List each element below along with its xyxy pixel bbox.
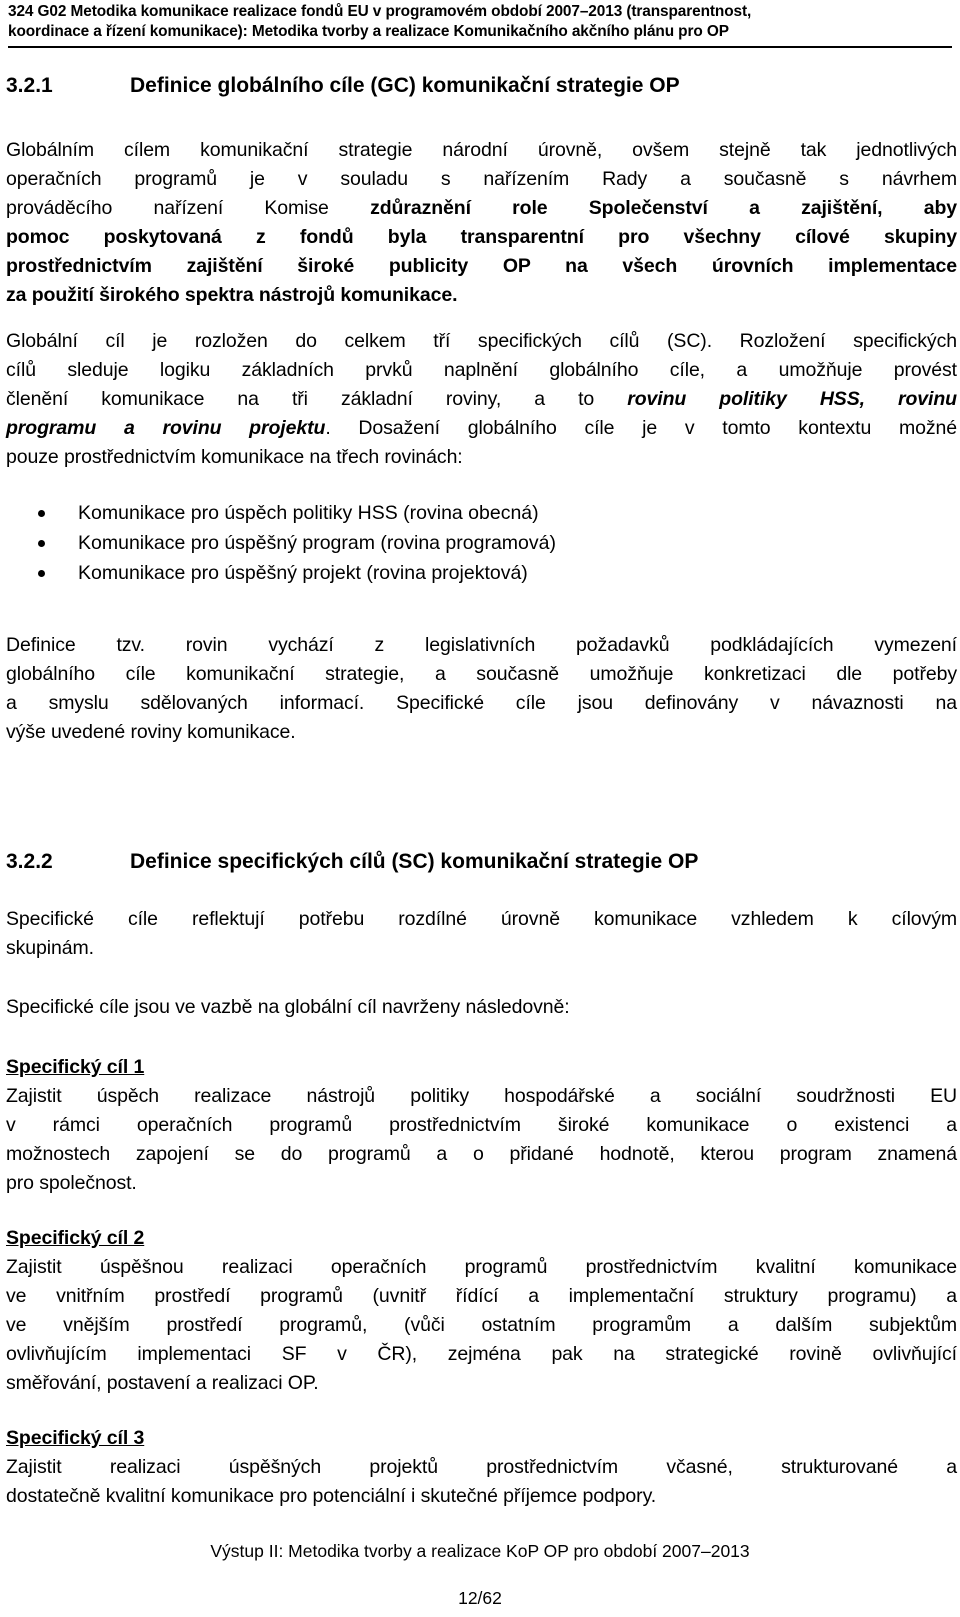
text-line bbox=[6, 414, 957, 443]
paragraph-global-goal bbox=[6, 136, 957, 310]
section-number: 3.2.2 bbox=[6, 850, 53, 873]
text-line bbox=[6, 194, 957, 223]
bold-text-line: pomoc poskytovaná z fondů byla transparentní pro všechny cílové skupiny bbox=[6, 226, 957, 248]
section-title: Definice globálního cíle (GC) komunikační strategie OP bbox=[130, 74, 680, 97]
paragraph-levels-definition bbox=[6, 631, 957, 747]
bullet-item: Komunikace pro úspěch politiky HSS (rovina obecná) bbox=[38, 498, 556, 528]
text-line: operačních programů je v souladu s nařízením Rady a současně s návrhem bbox=[6, 168, 957, 190]
bold-text-line: prostřednictvím zajištění široké publicity OP na všech úrovních implementace bbox=[6, 255, 957, 277]
bold-text-line: za použití širokého spektra nástrojů komunikace. bbox=[6, 284, 458, 306]
bullet-item: Komunikace pro úspěšný projekt (rovina projektová) bbox=[38, 558, 556, 588]
text-line bbox=[6, 327, 957, 356]
specific-goal-heading: Specifický cíl 2 bbox=[6, 1227, 145, 1249]
running-header bbox=[8, 2, 952, 48]
text-line: Globálním cílem komunikační strategie národní úrovně, ovšem stejně tak jednotlivých bbox=[6, 139, 957, 161]
text-run: . Dosažení globálního cíle je v tomto kontextu možné bbox=[325, 417, 957, 439]
text-line: v rámci operačních programů prostřednictvím široké komunikace o existenci a bbox=[6, 1114, 957, 1136]
text-line: možnostech zapojení se do programů a o přidané hodnotě, kterou program znamená bbox=[6, 1143, 957, 1165]
bullet-list-levels bbox=[38, 498, 556, 588]
specific-goal-2 bbox=[6, 1224, 957, 1398]
text-line bbox=[6, 385, 957, 414]
header-line-2: koordinace a řízení komunikace): Metodika tvorby a realizace Komunikačního akčního plánu pro OP bbox=[8, 23, 729, 40]
paragraph-decomposition bbox=[6, 327, 957, 472]
paragraph-specific-list-intro bbox=[6, 993, 957, 1022]
bold-italic-text-run: rovinu politiky HSS, rovinu bbox=[627, 388, 957, 410]
text-line: ve vnitřním prostředí programů (uvnitř řídící a implementační struktury programu) a bbox=[6, 1285, 957, 1307]
specific-goal-3 bbox=[6, 1424, 957, 1511]
text-line: cílů sleduje logiku základních prvků naplnění globálního cíle, a umožňuje provést bbox=[6, 359, 957, 381]
text-line: globálního cíle komunikační strategie, a současně umožňuje konkretizaci dle potřeby bbox=[6, 663, 957, 685]
specific-goal-heading: Specifický cíl 1 bbox=[6, 1056, 145, 1078]
bullet-item: Komunikace pro úspěšný program (rovina programová) bbox=[38, 528, 556, 558]
section-heading-322 bbox=[6, 850, 698, 874]
footer-title: Výstup II: Metodika tvorby a realizace KoP OP pro období 2007–2013 bbox=[210, 1541, 750, 1561]
text-line: ovlivňujícím implementaci SF v ČR), zejména pak na strategické rovině ovlivňující bbox=[6, 1343, 957, 1365]
text-line: dostatečně kvalitní komunikace pro potenciální i skutečné příjemce podpory. bbox=[6, 1485, 657, 1507]
text-line: Specifické cíle reflektují potřebu rozdílné úrovně komunikace vzhledem k cílovým bbox=[6, 908, 957, 930]
text-run: členění komunikace na tři základní roviny, a to bbox=[6, 388, 628, 410]
text-line: Zajistit realizaci úspěšných projektů prostřednictvím včasné, strukturované a bbox=[6, 1456, 957, 1478]
text-line: směřování, postavení a realizaci OP. bbox=[6, 1372, 319, 1394]
text-line: Zajistit úspěšnou realizaci operačních programů prostřednictvím kvalitní komunikace bbox=[6, 1256, 957, 1278]
text-line: a smyslu sdělovaných informací. Specifické cíle jsou definovány v návaznosti na bbox=[6, 692, 957, 714]
specific-goal-heading: Specifický cíl 3 bbox=[6, 1427, 145, 1449]
text-line: Specifické cíle jsou ve vazbě na globální cíl navrženy následovně: bbox=[6, 996, 570, 1018]
text-line: Definice tzv. rovin vychází z legislativních požadavků podkládajících vymezení bbox=[6, 634, 957, 656]
text-run: Rozložení specifických bbox=[712, 330, 957, 352]
bold-italic-text-run: programu a rovinu projektu bbox=[6, 417, 326, 439]
section-heading-321 bbox=[6, 74, 680, 98]
text-line: pouze prostřednictvím komunikace na třech rovinách: bbox=[6, 446, 463, 468]
text-line: Zajistit úspěch realizace nástrojů politiky hospodářské a sociální soudržnosti EU bbox=[6, 1085, 957, 1107]
bold-text-run: zdůraznění role Společenství a zajištění, aby bbox=[370, 197, 958, 219]
section-title: Definice specifických cílů (SC) komunikační strategie OP bbox=[130, 850, 699, 873]
text-line: skupinám. bbox=[6, 937, 94, 959]
text-line: pro společnost. bbox=[6, 1172, 137, 1194]
text-run: prováděcího nařízení Komise bbox=[6, 197, 371, 219]
specific-goal-1 bbox=[6, 1053, 957, 1198]
section-number: 3.2.1 bbox=[6, 74, 53, 97]
text-line: výše uvedené roviny komunikace. bbox=[6, 721, 296, 743]
paragraph-specific-intro bbox=[6, 905, 957, 963]
text-run: Globální cíl je rozložen do celkem tří specifických cílů (SC). bbox=[6, 330, 713, 352]
text-line: ve vnějším prostředí programů, (vůči ostatním programům a dalším subjektům bbox=[6, 1314, 957, 1336]
header-line-1: 324 G02 Metodika komunikace realizace fondů EU v programovém období 2007–2013 (transparentnost, bbox=[8, 3, 752, 20]
page-number: 12/62 bbox=[458, 1588, 502, 1608]
